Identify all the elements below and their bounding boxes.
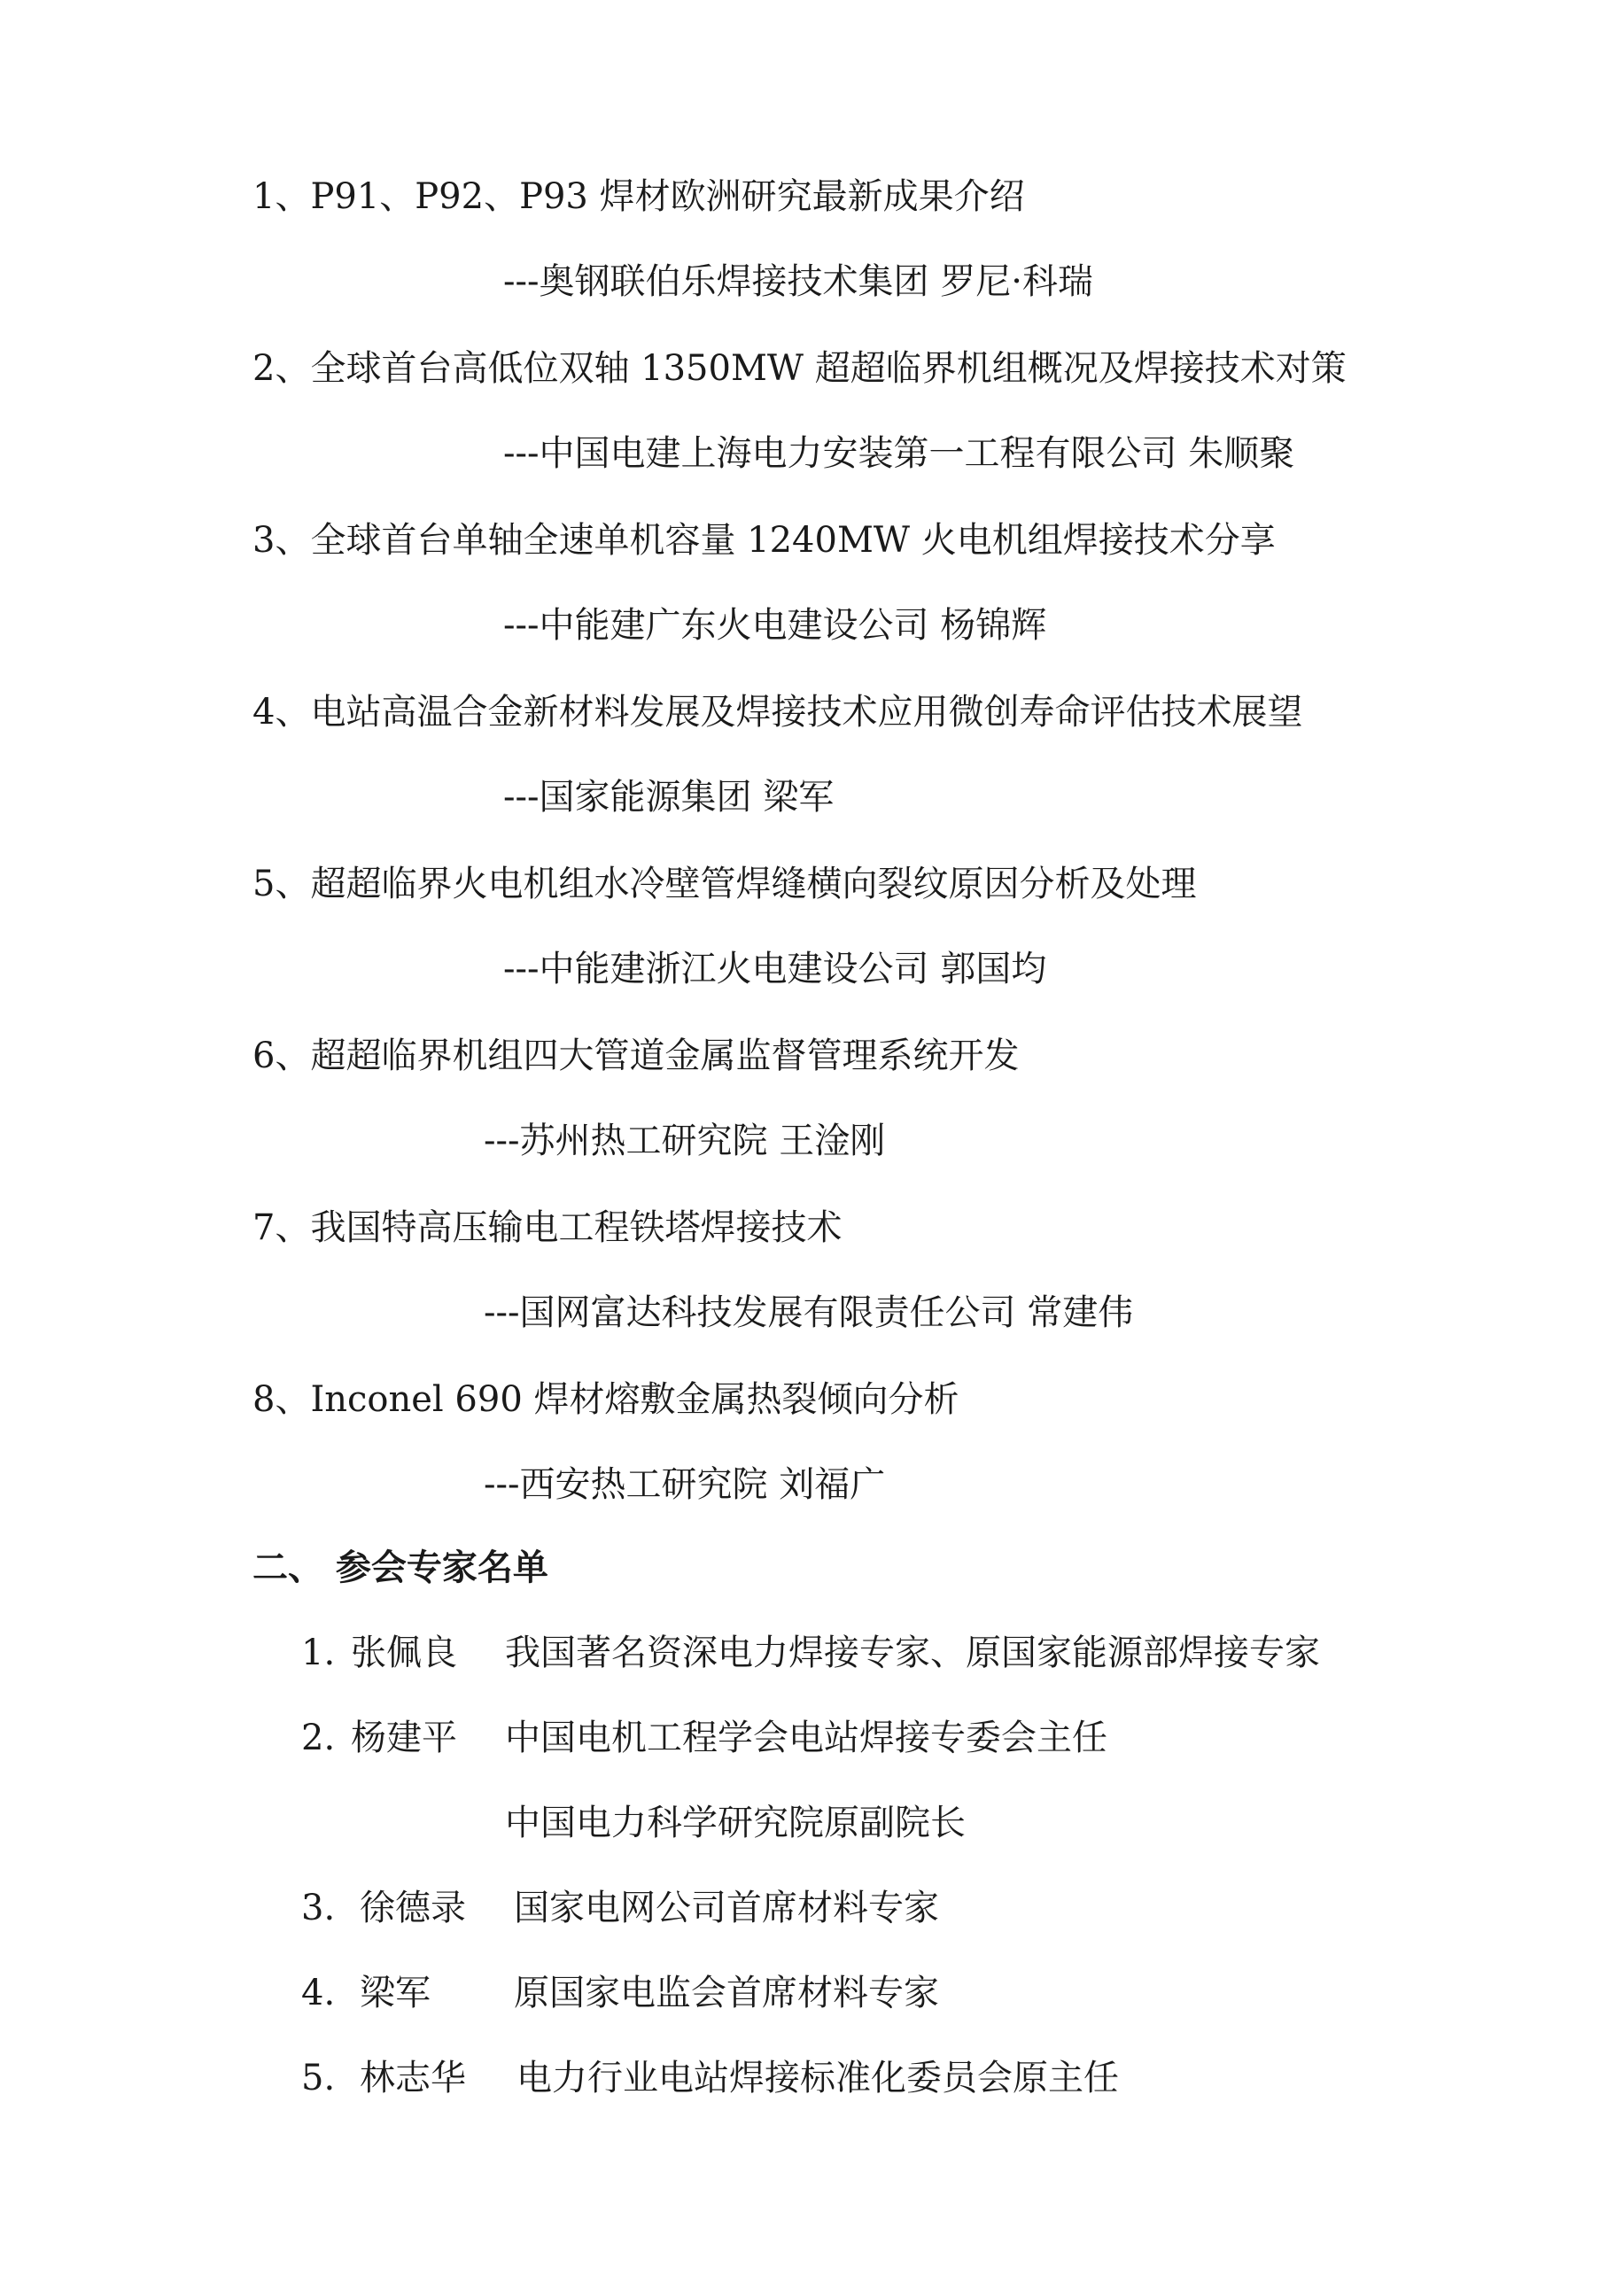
expert-number: 4. bbox=[301, 1973, 336, 2013]
expert-number: 5. bbox=[301, 2058, 336, 2098]
talk-2-title: 2、全球首台高低位双轴 1350MW 超超临界机组概况及焊接技术对策 bbox=[252, 348, 1347, 389]
expert-number: 3. bbox=[301, 1888, 336, 1928]
expert-title: 原国家电监会首席材料专家 bbox=[514, 1973, 939, 2013]
expert-number: 2. bbox=[301, 1718, 336, 1758]
expert-title: 中国电机工程学会电站焊接专委会主任 bbox=[505, 1718, 1107, 1758]
expert-name: 张佩良 bbox=[351, 1633, 457, 1673]
talk-3-title: 3、全球首台单轴全速单机容量 1240MW 火电机组焊接技术分享 bbox=[252, 520, 1276, 561]
expert-title: 我国著名资深电力焊接专家、原国家能源部焊接专家 bbox=[505, 1633, 1320, 1673]
expert-title-continued: 中国电力科学研究院原副院长 bbox=[505, 1803, 966, 1843]
talk-4-title: 4、电站高温合金新材料发展及焊接技术应用微创寿命评估技术展望 bbox=[252, 692, 1303, 733]
expert-title: 国家电网公司首席材料专家 bbox=[514, 1888, 939, 1928]
experts-section-heading: 二、 参会专家名单 bbox=[252, 1547, 548, 1588]
expert-number: 1. bbox=[301, 1633, 336, 1673]
talk-7-speaker: ---国网富达科技发展有限责任公司 常建伟 bbox=[484, 1292, 1134, 1333]
talk-8-speaker: ---西安热工研究院 刘福广 bbox=[484, 1464, 886, 1505]
talk-1-speaker: ---奥钢联伯乐焊接技术集团 罗尼·科瑞 bbox=[503, 261, 1093, 302]
talk-6-speaker: ---苏州热工研究院 王淦刚 bbox=[484, 1121, 886, 1161]
talk-5-speaker: ---中能建浙江火电建设公司 郭国均 bbox=[503, 949, 1047, 989]
expert-name: 杨建平 bbox=[351, 1718, 457, 1758]
expert-name: 林志华 bbox=[360, 2058, 466, 2098]
talk-5-title: 5、超超临界火电机组水冷壁管焊缝横向裂纹原因分析及处理 bbox=[252, 864, 1197, 904]
talk-8-title: 8、Inconel 690 焊材熔敷金属热裂倾向分析 bbox=[252, 1379, 959, 1420]
talk-1-title: 1、P91、P92、P93 焊材欧洲研究最新成果介绍 bbox=[252, 176, 1025, 217]
expert-title: 电力行业电站焊接标准化委员会原主任 bbox=[516, 2058, 1119, 2098]
talk-4-speaker: ---国家能源集团 梁军 bbox=[503, 777, 835, 818]
expert-name: 梁军 bbox=[360, 1973, 431, 2013]
talk-7-title: 7、我国特高压输电工程铁塔焊接技术 bbox=[252, 1207, 843, 1248]
talk-6-title: 6、超超临界机组四大管道金属监督管理系统开发 bbox=[252, 1036, 1020, 1076]
expert-name: 徐德录 bbox=[360, 1888, 466, 1928]
talk-2-speaker: ---中国电建上海电力安装第一工程有限公司 朱顺聚 bbox=[503, 433, 1295, 474]
talk-3-speaker: ---中能建广东火电建设公司 杨锦辉 bbox=[503, 605, 1047, 646]
